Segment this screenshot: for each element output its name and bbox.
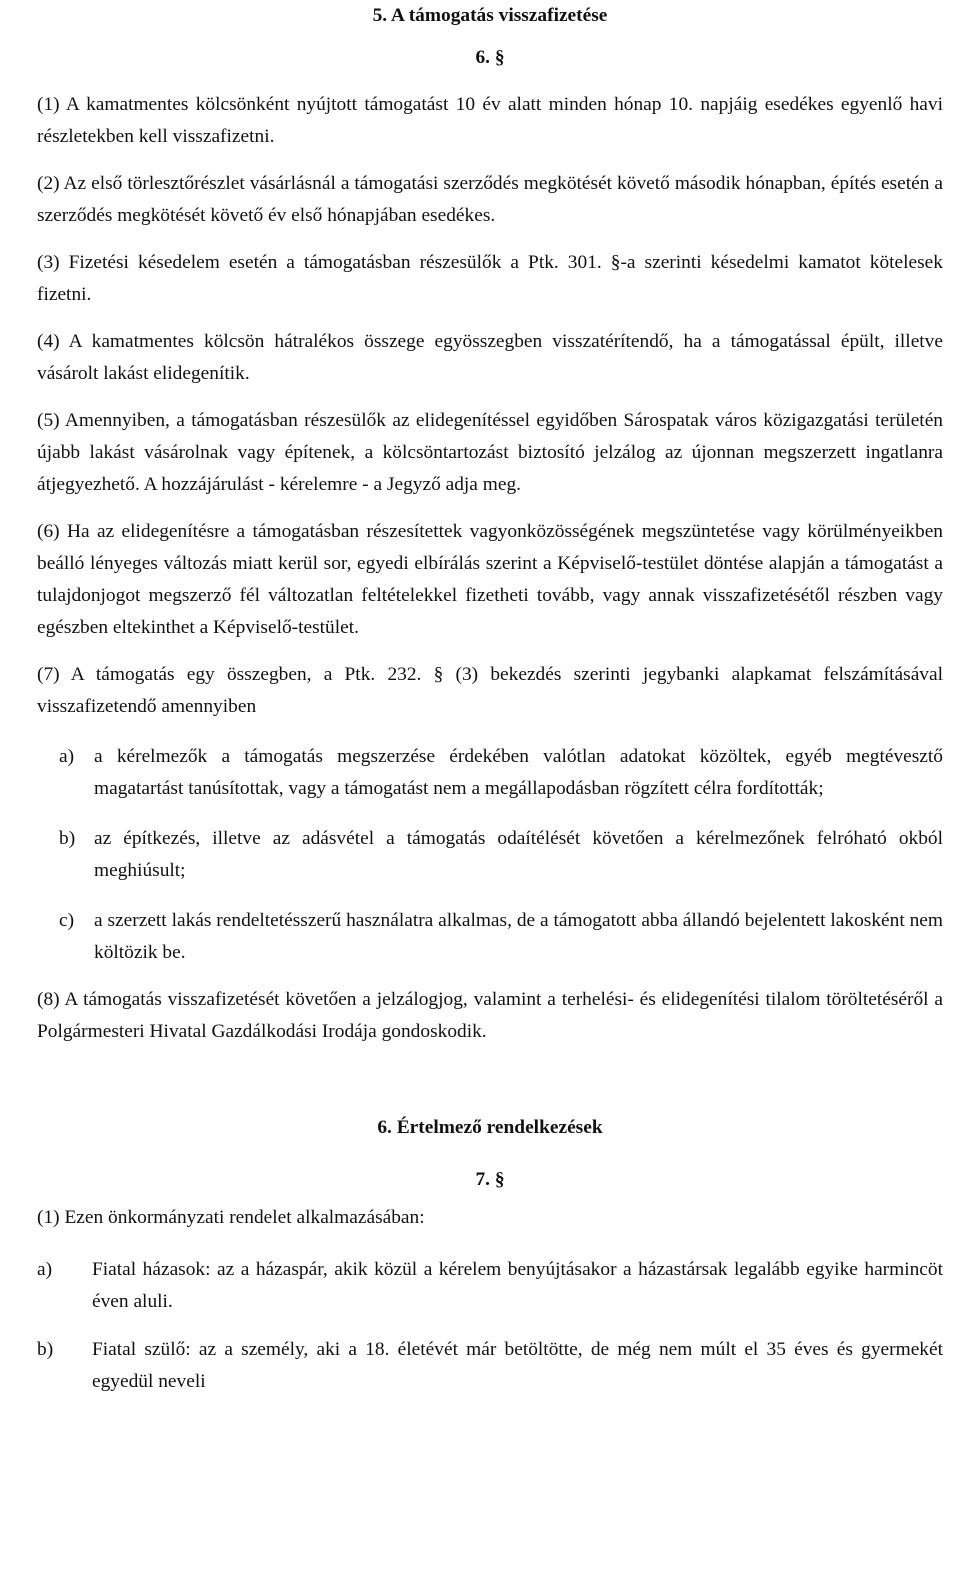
paragraph-6-7: (7) A támogatás egy összegben, a Ptk. 232. § (3) bekezdés szerinti jegybanki alapkamat felszámításával visszafizetendő amennyiben xyxy=(37,664,943,717)
section-title: 5. A támogatás visszafizetése xyxy=(372,5,608,26)
paragraph-6-4: (4) A kamatmentes kölcsön hátralékos összege egyösszegben visszatérítendő, ha a támogatással épült, illetve vásárolt lakást elidegenítik. xyxy=(37,331,943,384)
list-item-text: a kérelmezők a támogatás megszerzése érdekében valótlan adatokat közöltek, egyéb megtévesztő magatartást tanúsítottak, vagy a támogatást nem a megállapodásban rögzített célra fordították; xyxy=(94,746,943,799)
paragraph-number: 7. § xyxy=(475,1169,505,1190)
list-item-text: a szerzett lakás rendeltetésszerű használatra alkalmas, de a támogatott abba állandó bejelentett lakosként nem költözik be. xyxy=(94,910,943,963)
list-item-label: a) xyxy=(37,1259,53,1280)
paragraph-6-5: (5) Amennyiben, a támogatásban részesülők az elidegenítéssel egyidőben Sárospatak város közigazgatási területén újabb lakást vásárolnak vagy építenek, a kölcsöntartozást biztosító jelzálog az újonnan megszerzett ingatlanra átjegyezhető. A hozzájárulást - kérelemre - a Jegyző adja meg. xyxy=(37,410,943,495)
list-item xyxy=(34,823,943,887)
list-item xyxy=(34,905,943,969)
paragraph-6-3: (3) Fizetési késedelem esetén a támogatásban részesülők a Ptk. 301. §-a szerinti késedelmi kamatot kötelesek fizetni. xyxy=(37,252,943,305)
list-item-label: a) xyxy=(59,746,75,767)
list-item-text: az építkezés, illetve az adásvétel a támogatás odaítélését követően a kérelmezőnek felróható okból meghiúsult; xyxy=(94,828,943,881)
definitions-list xyxy=(37,1254,943,1398)
list-item xyxy=(34,741,943,805)
list-item-label: c) xyxy=(59,910,75,931)
paragraph-6-6: (6) Ha az elidegenítésre a támogatásban részesítettek vagyonközösségének megszüntetése vagy körülményeikben beálló lényeges változás miatt kerül sor, egyedi elbírálás szerint a Képviselő-testület döntése alapján a támogatást a tulajdonjogot megszerző fél változatlan feltételekkel fizetheti tovább, vagy annak visszafizetésétől részben vagy egészben eltekinthet a Képviselő-testület. xyxy=(37,521,943,638)
paragraph-6-2: (2) Az első törlesztőrészlet vásárlásnál a támogatási szerződés megkötését követő második hónapban, építés esetén a szerződés megkötését követő év első hónapjában esedékes. xyxy=(37,173,943,226)
list-item-text: Fiatal szülő: az a személy, aki a 18. életévét már betöltötte, de még nem múlt el 35 éves és gyermekét egyedül neveli xyxy=(92,1339,943,1392)
paragraph-6-8: (8) A támogatás visszafizetését követően a jelzálogjog, valamint a terhelési- és elidegenítési tilalom töröltetéséről a Polgármesteri Hivatal Gazdálkodási Irodája gondoskodik. xyxy=(37,989,943,1042)
list-item-text: Fiatal házasok: az a házaspár, akik közül a kérelem benyújtásakor a házastársak legalább egyike harmincöt éven aluli. xyxy=(92,1259,943,1312)
list-item xyxy=(37,1254,943,1318)
paragraph-6-7-list xyxy=(37,741,943,969)
document-page xyxy=(37,0,943,1398)
list-item-label: b) xyxy=(37,1339,54,1360)
section-title: 6. Értelmező rendelkezések xyxy=(377,1117,603,1138)
paragraph-6-1: (1) A kamatmentes kölcsönként nyújtott támogatást 10 év alatt minden hónap 10. napjáig esedékes egyenlő havi részletekben kell visszafizetni. xyxy=(37,94,943,147)
list-item-label: b) xyxy=(59,828,76,849)
paragraph-number: 6. § xyxy=(475,47,505,68)
list-item xyxy=(37,1334,943,1398)
paragraph-7-1: (1) Ezen önkormányzati rendelet alkalmazásában: xyxy=(37,1207,425,1228)
